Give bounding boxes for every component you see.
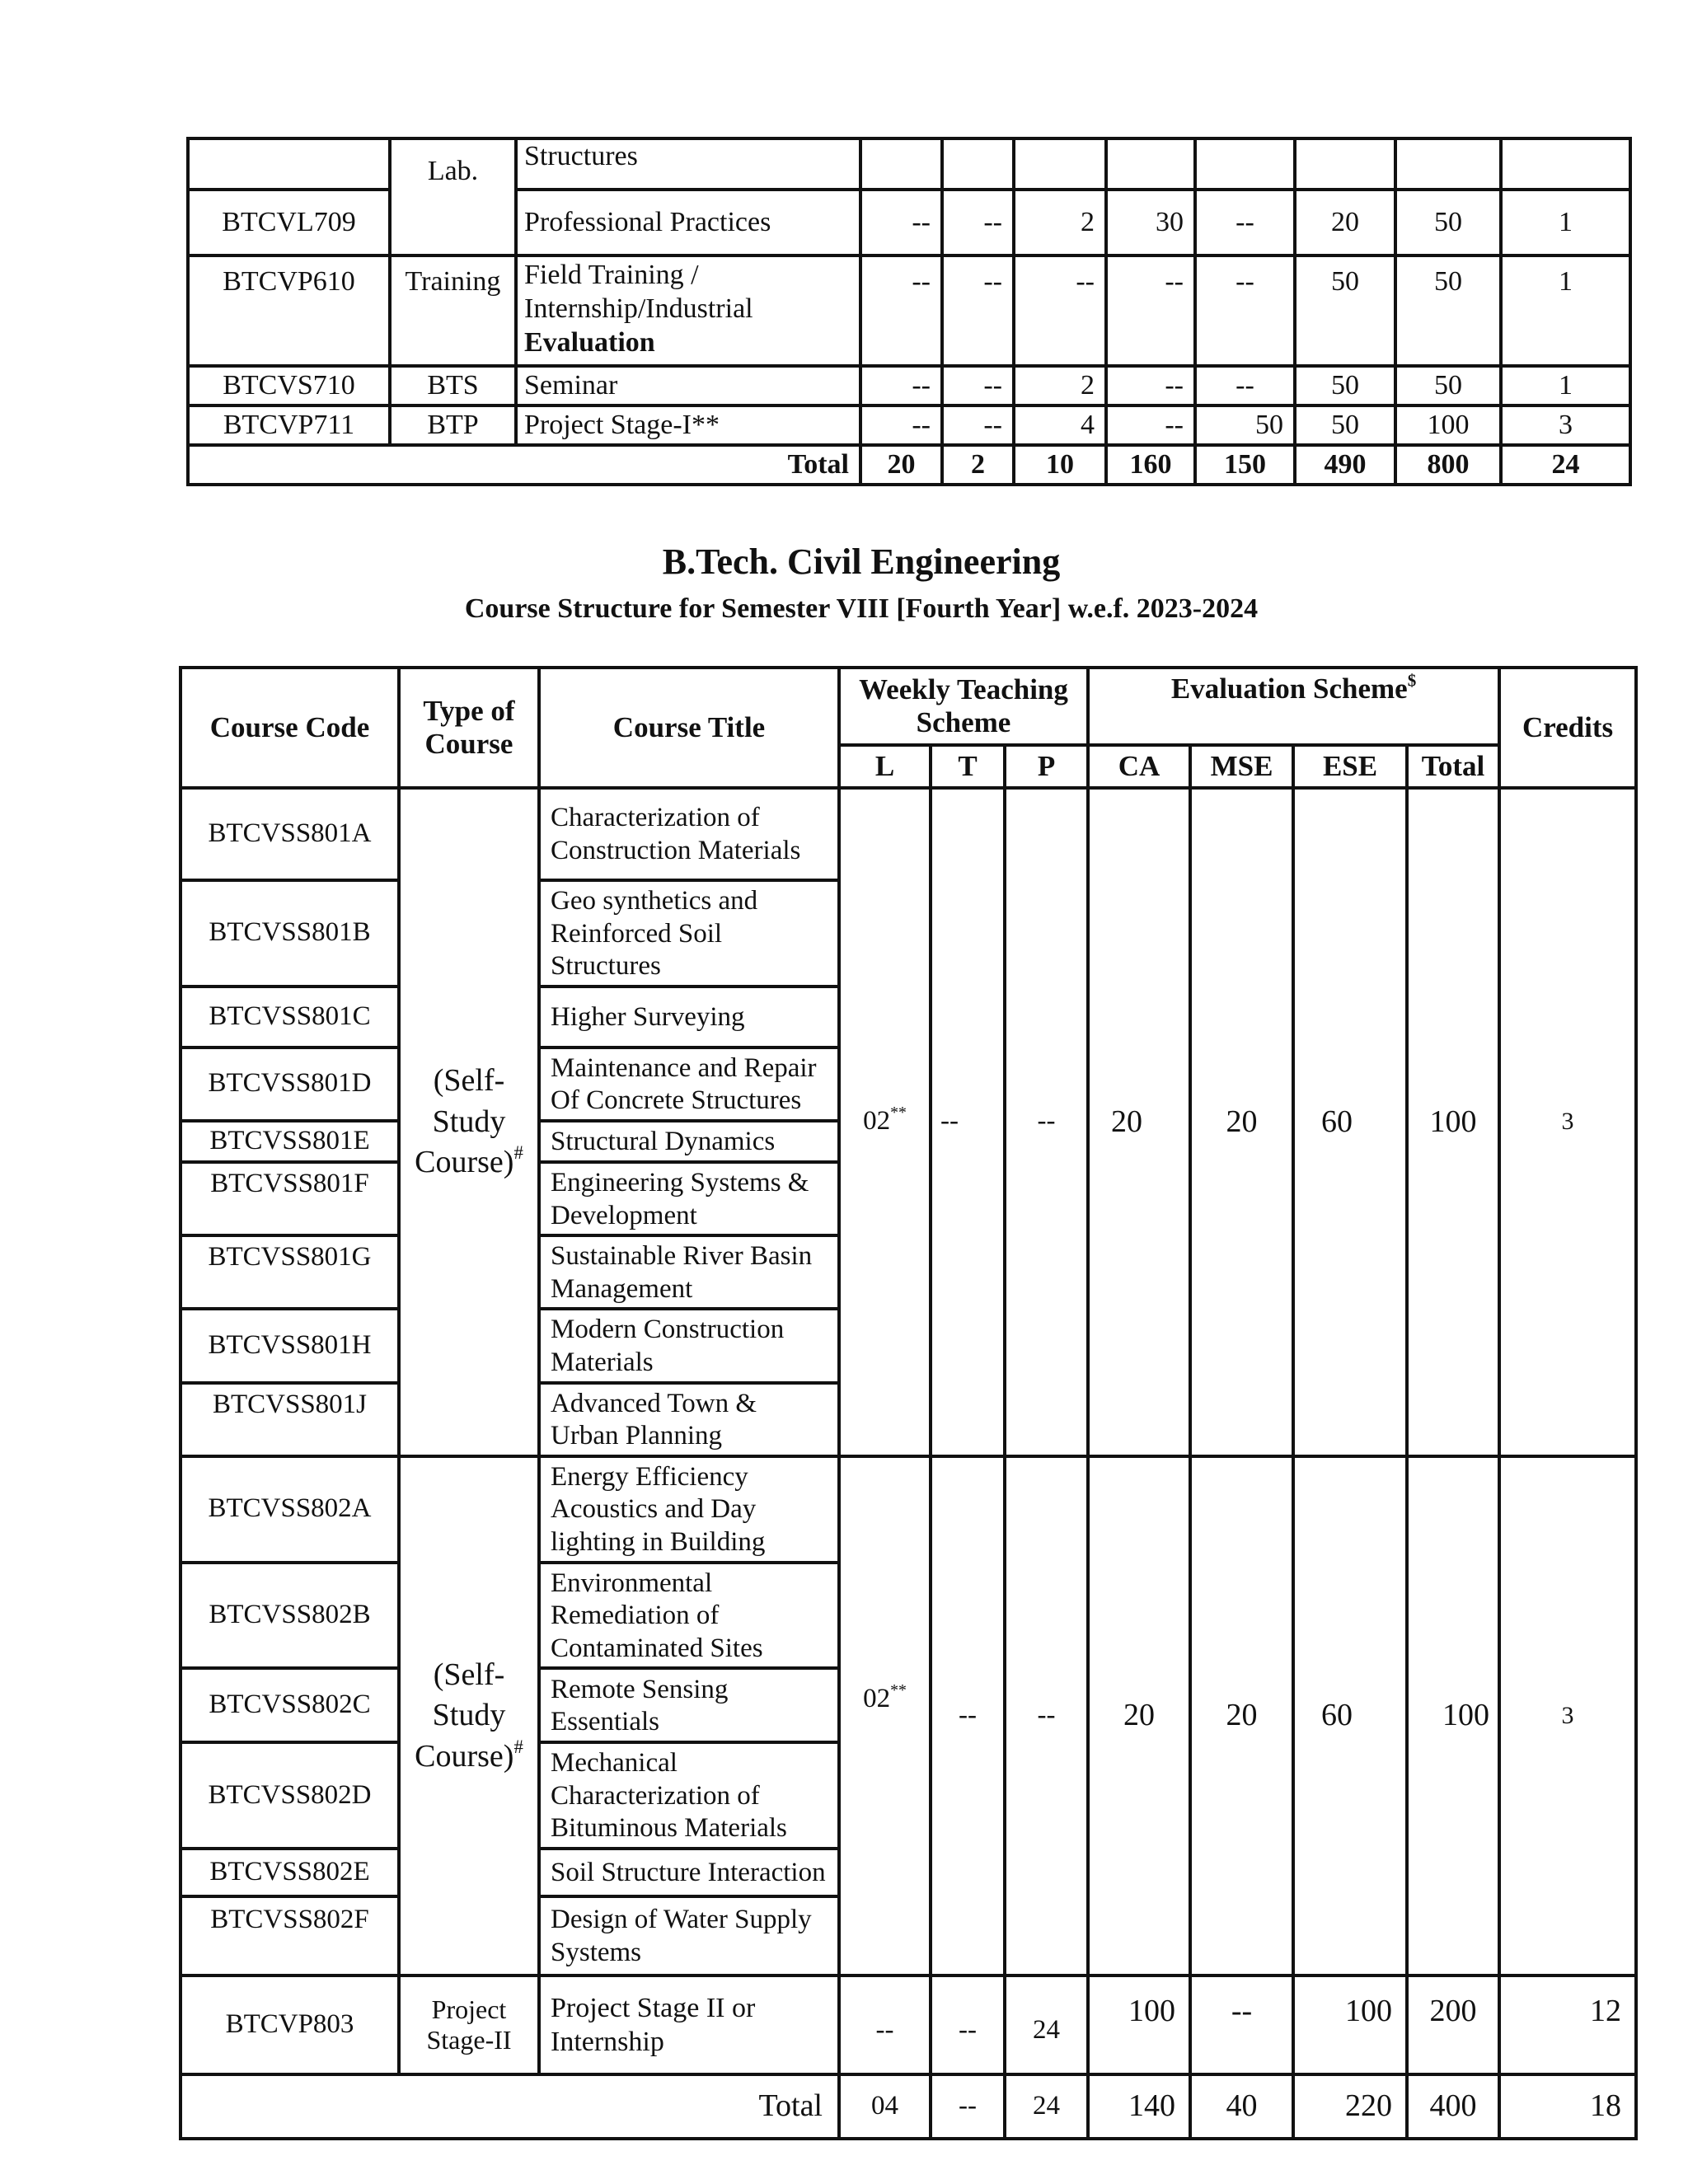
column-header-t: T bbox=[931, 745, 1005, 788]
total-lecture-hours: 20 bbox=[860, 445, 942, 485]
course-code-cell: BTCVSS802A bbox=[181, 1456, 399, 1563]
mse-marks-cell: -- bbox=[1195, 366, 1295, 405]
course-code-cell: BTCVSS801B bbox=[181, 880, 399, 987]
tutorial-hours-cell: -- bbox=[942, 405, 1014, 445]
course-title-cell: Design of Water Supply Systems bbox=[539, 1896, 839, 1975]
total-row bbox=[188, 445, 1630, 485]
ca-marks-cell: 30 bbox=[1106, 190, 1195, 255]
course-code-cell: BTCVP610 bbox=[188, 255, 390, 366]
total-mse-marks: 150 bbox=[1195, 445, 1295, 485]
course-title-bold-part: Evaluation bbox=[524, 326, 655, 358]
ese-marks-cell: 50 bbox=[1295, 405, 1395, 445]
course-code-cell: BTCVSS801F bbox=[181, 1162, 399, 1235]
course-code-cell: BTCVSS802B bbox=[181, 1563, 399, 1669]
total-label: Total bbox=[181, 2074, 839, 2139]
mse-marks-cell: -- bbox=[1195, 255, 1295, 366]
credits-cell: 3 bbox=[1499, 788, 1636, 1456]
total-lecture-hours: 04 bbox=[839, 2074, 931, 2139]
mse-marks-cell: 20 bbox=[1190, 788, 1293, 1456]
course-code-cell: BTCVL709 bbox=[188, 190, 390, 255]
table-row bbox=[188, 138, 1630, 190]
total-tutorial-hours: 2 bbox=[942, 445, 1014, 485]
lecture-hours-cell: 02** bbox=[839, 1456, 931, 1975]
semester-viii-course-table bbox=[179, 666, 1638, 2140]
course-title-cell: Maintenance and Repair Of Concrete Structures bbox=[539, 1047, 839, 1121]
course-type-cell: Lab. bbox=[390, 138, 516, 255]
course-code-cell: BTCVSS801G bbox=[181, 1235, 399, 1309]
column-header-l: L bbox=[839, 745, 931, 788]
table-row bbox=[188, 366, 1630, 405]
mse-marks-cell: -- bbox=[1190, 1975, 1293, 2074]
credits-cell: 3 bbox=[1499, 1456, 1636, 1975]
lecture-hours-cell: -- bbox=[860, 255, 942, 366]
table-header-row bbox=[181, 668, 1636, 745]
total-marks-cell: 100 bbox=[1407, 788, 1499, 1456]
mse-marks-cell: 20 bbox=[1190, 1456, 1293, 1975]
tutorial-hours-cell: -- bbox=[942, 366, 1014, 405]
course-code-cell: BTCVP711 bbox=[188, 405, 390, 445]
course-title-cell: Field Training / Internship/Industrial Evaluation bbox=[516, 255, 860, 366]
ca-marks-cell: -- bbox=[1106, 405, 1195, 445]
table-row bbox=[181, 1456, 1636, 1563]
total-credits: 18 bbox=[1499, 2074, 1636, 2139]
course-code-cell: BTCVSS802F bbox=[181, 1896, 399, 1975]
course-code-cell: BTCVSS802E bbox=[181, 1849, 399, 1896]
practical-hours-cell: 2 bbox=[1014, 190, 1106, 255]
ese-marks-cell: 100 bbox=[1293, 1975, 1407, 2074]
ese-marks-cell: 60 bbox=[1293, 1456, 1407, 1975]
total-marks-cell: 50 bbox=[1395, 366, 1501, 405]
total-ca-marks: 160 bbox=[1106, 445, 1195, 485]
lecture-hours-cell: -- bbox=[839, 1975, 931, 2074]
total-label: Total bbox=[188, 445, 860, 485]
ese-marks-cell: 20 bbox=[1295, 190, 1395, 255]
course-title-cell: Mechanical Characterization of Bituminous Materials bbox=[539, 1742, 839, 1849]
credits-cell: 3 bbox=[1501, 405, 1630, 445]
course-type-cell: Training bbox=[390, 255, 516, 366]
column-header-ese: ESE bbox=[1293, 745, 1407, 788]
course-title-cell: Structural Dynamics bbox=[539, 1121, 839, 1162]
course-title-cell: Structures bbox=[516, 138, 860, 190]
practical-hours-cell: -- bbox=[1005, 1456, 1088, 1975]
total-marks-cell: 50 bbox=[1395, 255, 1501, 366]
course-title-cell: Higher Surveying bbox=[539, 987, 839, 1047]
course-title-cell: Soil Structure Interaction bbox=[539, 1849, 839, 1896]
ca-marks-cell: 20 bbox=[1088, 1456, 1190, 1975]
table-row bbox=[188, 255, 1630, 366]
course-title-cell: Project Stage II or Internship bbox=[539, 1975, 839, 2074]
lecture-hours-cell: -- bbox=[860, 366, 942, 405]
ese-marks-cell: 60 bbox=[1293, 788, 1407, 1456]
course-title-cell: Environmental Remediation of Contaminated Sites bbox=[539, 1563, 839, 1669]
course-title-cell: Characterization of Construction Materials bbox=[539, 788, 839, 880]
course-title-cell: Seminar bbox=[516, 366, 860, 405]
practical-hours-cell: 24 bbox=[1005, 1975, 1088, 2074]
column-header-evaluation-scheme: Evaluation Scheme$ bbox=[1088, 668, 1499, 745]
ca-marks-cell: -- bbox=[1106, 366, 1195, 405]
course-code-cell bbox=[188, 138, 390, 190]
course-type-cell: BTS bbox=[390, 366, 516, 405]
table-row bbox=[181, 1975, 1636, 2074]
column-header-p: P bbox=[1005, 745, 1088, 788]
ese-marks-cell: 50 bbox=[1295, 255, 1395, 366]
course-title-cell: Engineering Systems & Development bbox=[539, 1162, 839, 1235]
course-type-cell: (Self-Study Course)# bbox=[399, 1456, 539, 1975]
credits-cell: 1 bbox=[1501, 255, 1630, 366]
ca-marks-cell: -- bbox=[1106, 255, 1195, 366]
page-subtitle: Course Structure for Semester VIII [Fourth Year] w.e.f. 2023-2024 bbox=[464, 593, 1259, 624]
course-title-cell: Modern Construction Materials bbox=[539, 1309, 839, 1382]
course-title-cell: Remote Sensing Essentials bbox=[539, 1668, 839, 1742]
ca-marks-cell: 100 bbox=[1088, 1975, 1190, 2074]
total-ese-marks: 220 bbox=[1293, 2074, 1407, 2139]
course-code-cell: BTCVSS802D bbox=[181, 1742, 399, 1849]
tutorial-hours-cell: -- bbox=[931, 1975, 1005, 2074]
practical-hours-cell: 2 bbox=[1014, 366, 1106, 405]
credits-cell: 1 bbox=[1501, 190, 1630, 255]
semester-vii-table-continued bbox=[186, 137, 1632, 486]
mse-marks-cell: 50 bbox=[1195, 405, 1295, 445]
total-ese-marks: 490 bbox=[1295, 445, 1395, 485]
total-tutorial-hours: -- bbox=[931, 2074, 1005, 2139]
total-marks-cell: 100 bbox=[1395, 405, 1501, 445]
column-header-ca: CA bbox=[1088, 745, 1190, 788]
course-title-cell: Project Stage-I** bbox=[516, 405, 860, 445]
total-row bbox=[181, 2074, 1636, 2139]
table-row bbox=[181, 788, 1636, 880]
lecture-hours-cell: 02** bbox=[839, 788, 931, 1456]
total-marks-cell: 200 bbox=[1407, 1975, 1499, 2074]
course-code-cell: BTCVSS801C bbox=[181, 987, 399, 1047]
course-code-cell: BTCVP803 bbox=[181, 1975, 399, 2074]
course-code-cell: BTCVSS801E bbox=[181, 1121, 399, 1162]
course-type-cell: BTP bbox=[390, 405, 516, 445]
column-header-total: Total bbox=[1407, 745, 1499, 788]
table-row bbox=[188, 405, 1630, 445]
practical-hours-cell: 4 bbox=[1014, 405, 1106, 445]
lecture-hours-cell: -- bbox=[860, 190, 942, 255]
ese-marks-cell: 50 bbox=[1295, 366, 1395, 405]
course-code-cell: BTCVSS801J bbox=[181, 1383, 399, 1456]
course-title-cell: Professional Practices bbox=[516, 190, 860, 255]
course-title-cell: Advanced Town & Urban Planning bbox=[539, 1383, 839, 1456]
course-type-cell: (Self-Study Course)# bbox=[399, 788, 539, 1456]
credits-cell: 1 bbox=[1501, 366, 1630, 405]
total-ca-marks: 140 bbox=[1088, 2074, 1190, 2139]
total-marks-cell: 100 bbox=[1407, 1456, 1499, 1975]
total-practical-hours: 24 bbox=[1005, 2074, 1088, 2139]
course-code-cell: BTCVSS802C bbox=[181, 1668, 399, 1742]
practical-hours-cell: -- bbox=[1005, 788, 1088, 1456]
tutorial-hours-cell: -- bbox=[931, 1456, 1005, 1975]
tutorial-hours-cell: -- bbox=[942, 255, 1014, 366]
course-title-cell: Energy Efficiency Acoustics and Day lighting in Building bbox=[539, 1456, 839, 1563]
tutorial-hours-cell: -- bbox=[931, 788, 1005, 1456]
column-header-course-title: Course Title bbox=[539, 668, 839, 788]
total-mse-marks: 40 bbox=[1190, 2074, 1293, 2139]
course-type-cell: Project Stage-II bbox=[399, 1975, 539, 2074]
lecture-hours-cell: -- bbox=[860, 405, 942, 445]
course-code-cell: BTCVSS801D bbox=[181, 1047, 399, 1121]
mse-marks-cell: -- bbox=[1195, 190, 1295, 255]
total-credits: 24 bbox=[1501, 445, 1630, 485]
column-header-course-type: Type of Course bbox=[399, 668, 539, 788]
total-marks: 800 bbox=[1395, 445, 1501, 485]
course-code-cell: BTCVS710 bbox=[188, 366, 390, 405]
page-title: B.Tech. Civil Engineering bbox=[662, 541, 1061, 582]
total-practical-hours: 10 bbox=[1014, 445, 1106, 485]
column-header-mse: MSE bbox=[1190, 745, 1293, 788]
column-header-credits: Credits bbox=[1499, 668, 1636, 788]
practical-hours-cell: -- bbox=[1014, 255, 1106, 366]
ca-marks-cell: 20 bbox=[1088, 788, 1190, 1456]
credits-cell: 12 bbox=[1499, 1975, 1636, 2074]
course-title-cell: Sustainable River Basin Management bbox=[539, 1235, 839, 1309]
course-title-cell: Geo synthetics and Reinforced Soil Structures bbox=[539, 880, 839, 987]
course-code-cell: BTCVSS801H bbox=[181, 1309, 399, 1382]
column-header-course-code: Course Code bbox=[181, 668, 399, 788]
total-marks: 400 bbox=[1407, 2074, 1499, 2139]
tutorial-hours-cell: -- bbox=[942, 190, 1014, 255]
course-code-cell: BTCVSS801A bbox=[181, 788, 399, 880]
total-marks-cell: 50 bbox=[1395, 190, 1501, 255]
column-header-weekly-teaching-scheme: Weekly Teaching Scheme bbox=[839, 668, 1088, 745]
